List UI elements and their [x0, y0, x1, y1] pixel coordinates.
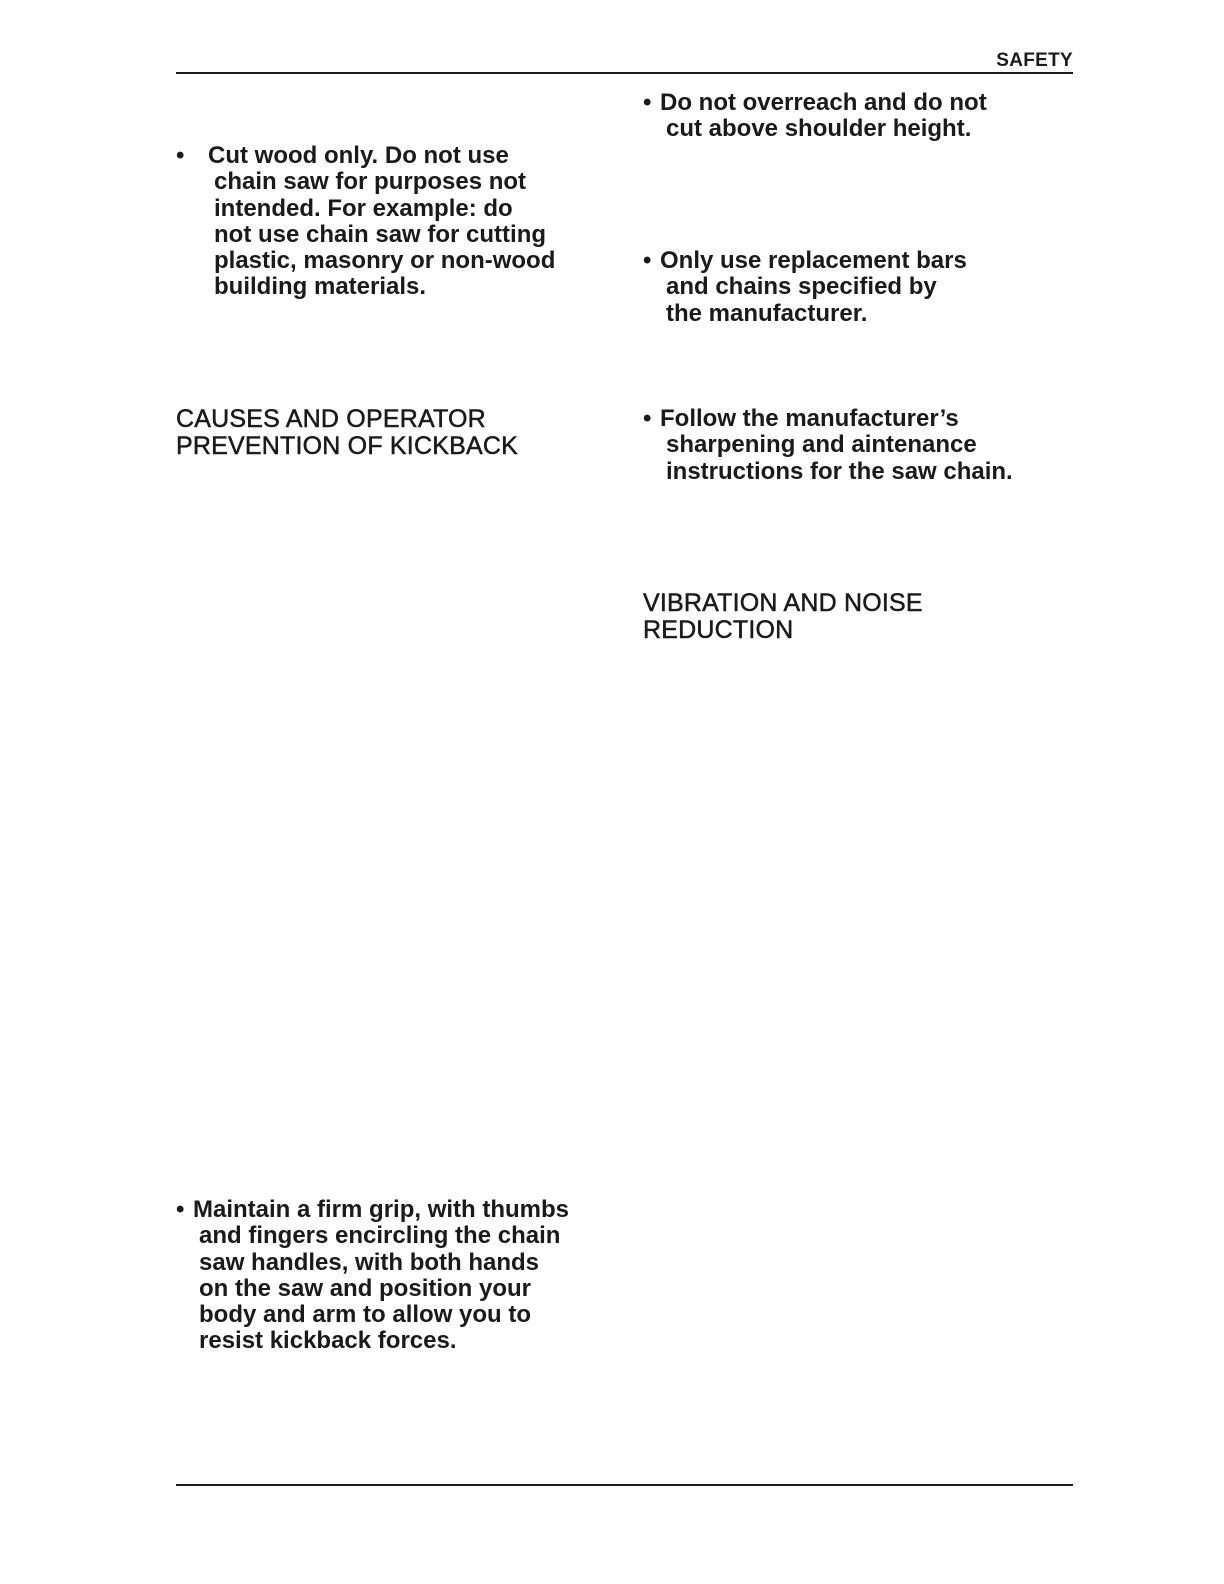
heading-line: REDUCTION — [643, 615, 794, 644]
bullet-marker: • — [643, 247, 652, 274]
bullet-text-line: Cut wood only. Do not use — [208, 142, 509, 169]
bullet-text-line: not use chain saw for cutting — [214, 220, 547, 248]
bullet-text-line: Do not overreach and do not — [660, 89, 987, 116]
bullet-text-line: cut above shoulder height. — [666, 115, 972, 143]
bullet-text-line: resist kickback forces. — [199, 1327, 457, 1355]
bullet-text-line: instructions for the saw chain. — [666, 457, 1013, 485]
heading-line: VIBRATION AND NOISE — [643, 589, 923, 617]
bullet-text-line: the manufacturer. — [666, 299, 868, 327]
heading-line: CAUSES AND OPERATOR — [176, 405, 486, 433]
bullet-overreach — [643, 90, 987, 143]
bullet-text-line: plastic, masonry or non-wood — [214, 247, 556, 275]
bullet-text-line: building materials. — [214, 273, 427, 301]
bullet-marker: • — [176, 142, 185, 169]
bullet-text-line: Follow the manufacturer’s — [660, 405, 959, 432]
bullet-text-line: body and arm to allow you to — [199, 1301, 532, 1329]
bullet-text-line: sharpening and aintenance — [666, 431, 977, 459]
bullet-marker: • — [643, 89, 652, 116]
bullet-text-line: Only use replacement bars — [660, 247, 967, 274]
bullet-text-line: saw handles, with both hands — [199, 1248, 540, 1276]
bullet-text-line: and chains specified by — [666, 273, 937, 301]
bullet-text-line: and fingers encircling the chain — [199, 1222, 561, 1250]
bullet-text-line: chain saw for purposes not — [214, 168, 527, 196]
bullet-text-line: on the saw and position your — [199, 1274, 532, 1302]
bullet-replacement — [643, 248, 967, 327]
heading-vibration — [643, 590, 923, 643]
bullet-sharpening — [643, 406, 1013, 485]
bullet-marker: • — [176, 1196, 185, 1223]
header-rule — [176, 72, 1073, 74]
heading-kickback — [176, 406, 518, 459]
bullet-text-line: intended. For example: do — [214, 194, 513, 222]
heading-line: PREVENTION OF KICKBACK — [176, 431, 518, 460]
bullet-cut-wood — [176, 143, 555, 301]
bullet-marker: • — [643, 405, 652, 432]
footer-rule — [176, 1484, 1073, 1486]
bullet-firm-grip — [176, 1197, 569, 1355]
bullet-text-line: Maintain a firm grip, with thumbs — [193, 1196, 570, 1223]
section-label: SAFETY — [996, 50, 1073, 71]
